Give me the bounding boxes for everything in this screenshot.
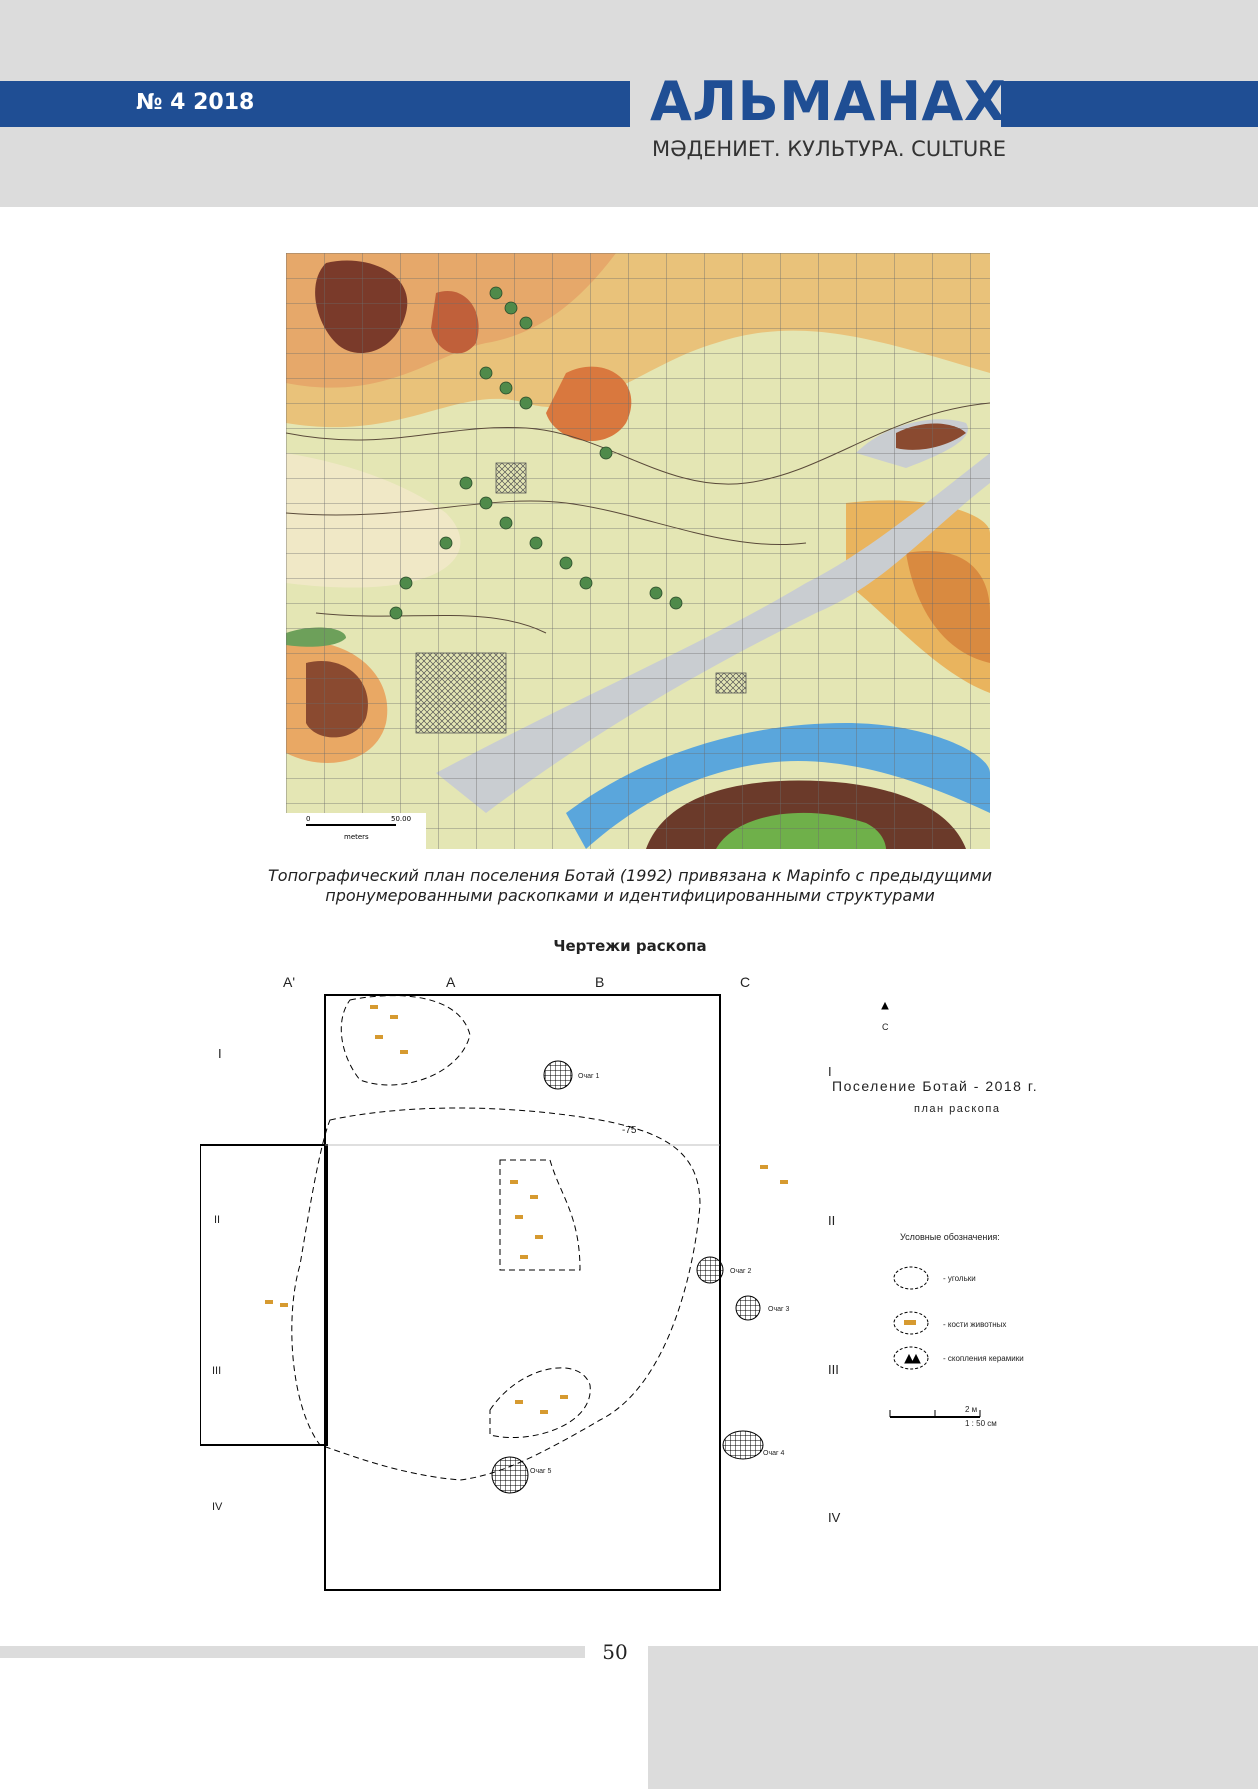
row-left-3: III (212, 1365, 222, 1377)
map-scale-zero: 0 (306, 815, 311, 823)
column-b: B (595, 974, 605, 990)
excavation-plan (200, 965, 1080, 1605)
map-scale-max: 50.00 (391, 815, 412, 823)
footer-line (0, 1646, 585, 1658)
north-label: С (882, 1022, 889, 1032)
row-right-2: II (828, 1213, 836, 1228)
journal-title: АЛЬМАНАХ (650, 70, 1006, 133)
header-bar-left (0, 81, 630, 127)
hearth-3-label: Очаг 3 (768, 1306, 790, 1313)
footer-block (648, 1646, 1258, 1789)
scale-label: 2 м (965, 1405, 978, 1414)
plan-title: Чертежи раскопа (553, 937, 707, 955)
legend-item-bones: - кости животных (943, 1320, 1007, 1329)
issue-number: № 4 2018 (136, 90, 255, 115)
row-right-3: III (828, 1362, 839, 1377)
column-c: C (740, 974, 751, 990)
excavation-frame (325, 995, 720, 1590)
page-header (0, 0, 1258, 207)
map-caption-line2: пронумерованными раскопками и идентифицированными структурами (325, 886, 935, 905)
hearth-5-label: Очаг 5 (530, 1468, 552, 1475)
map-caption-line1: Топографический план поселения Ботай (1992) привязана к Mapinfo с предыдущими (268, 866, 992, 885)
legend-item-coals: - угольки (943, 1274, 976, 1283)
row-left-1: I (218, 1046, 222, 1061)
elevation-label: -75 (622, 1125, 637, 1136)
row-right-4: IV (828, 1510, 841, 1525)
legend-item-ceramics: - скопления керамики (943, 1354, 1024, 1363)
column-a: A (446, 974, 456, 990)
topographic-map (286, 253, 990, 849)
row-left-2: II (214, 1214, 221, 1226)
row-left-4: IV (212, 1501, 223, 1513)
page-number: 50 (602, 1640, 628, 1664)
column-a-prime: A' (283, 974, 296, 990)
legend-title: Условные обозначения: (900, 1232, 1000, 1242)
row-right-1: I (828, 1064, 832, 1079)
header-bar-right (1001, 81, 1258, 127)
bone-marks (265, 1005, 788, 1414)
plan-heading: Поселение Ботай - 2018 г. (832, 1078, 1039, 1094)
map-caption (260, 866, 1000, 906)
map-scale-unit: meters (344, 833, 369, 841)
plan-subheading: план раскопа (914, 1103, 1001, 1115)
hearth-1-label: Очаг 1 (578, 1073, 600, 1080)
hearth-4-label: Очаг 4 (763, 1450, 785, 1457)
scale-ratio: 1 : 50 см (965, 1419, 997, 1428)
hearth-2-label: Очаг 2 (730, 1268, 752, 1275)
journal-subtitle: МӘДЕНИЕТ. КУЛЬТУРА. CULTURE (652, 137, 1007, 161)
extension-frame (200, 1145, 327, 1445)
